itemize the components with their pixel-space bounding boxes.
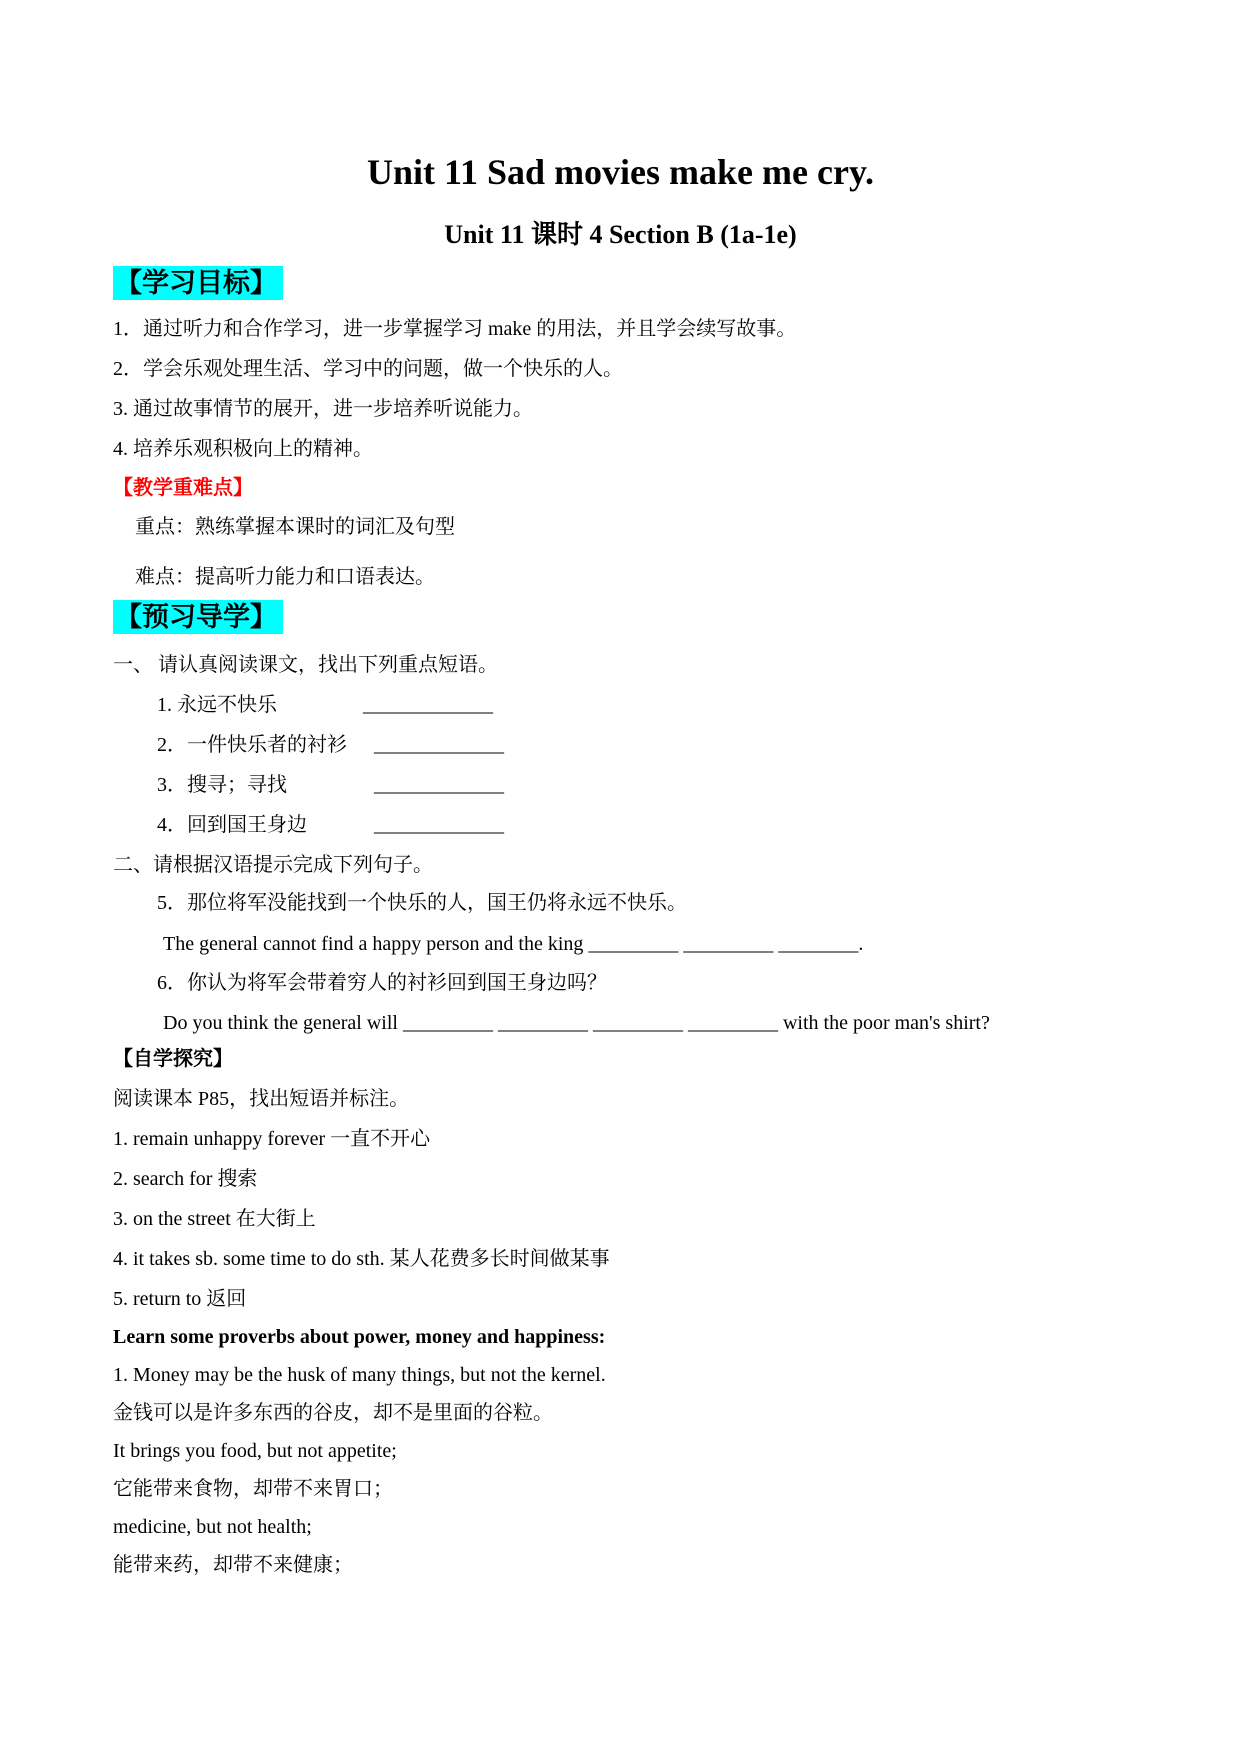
phrase-label: 4．回到国王身边 bbox=[157, 814, 307, 836]
question-6-english: Do you think the general will _________ _________ _________ _________ with the poor man's shirt? bbox=[163, 1012, 990, 1034]
phrase-blank: _____________ bbox=[363, 694, 493, 716]
self-study-instruction: 阅读课本 P85，找出短语并标注。 bbox=[113, 1088, 410, 1110]
objective-item: 4. 培养乐观积极向上的精神。 bbox=[113, 438, 373, 460]
proverb-line: 它能带来食物，却带不来胃口； bbox=[113, 1478, 393, 1500]
objective-item: 3. 通过故事情节的展开，进一步培养听说能力。 bbox=[113, 398, 533, 420]
phrase-label: 2．一件快乐者的衬衫 bbox=[157, 734, 347, 756]
question-5-chinese: 5．那位将军没能找到一个快乐的人，国王仍将永远不快乐。 bbox=[157, 892, 687, 914]
question-6-chinese: 6．你认为将军会带着穷人的衬衫回到国王身边吗？ bbox=[157, 972, 607, 994]
proverb-line: 1. Money may be the husk of many things, but not the kernel. bbox=[113, 1364, 606, 1386]
objective-item: 1．通过听力和合作学习，进一步掌握学习 make 的用法，并且学会续写故事。 bbox=[113, 318, 797, 340]
self-study-item: 4. it takes sb. some time to do sth. 某人花费多长时间做某事 bbox=[113, 1248, 610, 1270]
key-points-heading: 【教学重难点】 bbox=[113, 477, 253, 499]
self-study-heading: 【自学探究】 bbox=[113, 1048, 233, 1070]
document-title: Unit 11 Sad movies make me cry. bbox=[367, 152, 874, 192]
proverbs-heading: Learn some proverbs about power, money and happiness: bbox=[113, 1326, 606, 1348]
phrase-label: 3．搜寻；寻找 bbox=[157, 774, 287, 796]
key-point-difficulty: 难点：提高听力能力和口语表达。 bbox=[135, 566, 435, 588]
document-subtitle: Unit 11 课时 4 Section B (1a-1e) bbox=[444, 220, 797, 249]
preview-heading: 【预习导学】 bbox=[113, 600, 283, 634]
proverb-line: 金钱可以是许多东西的谷皮，却不是里面的谷粒。 bbox=[113, 1402, 553, 1424]
phrase-blank: _____________ bbox=[374, 814, 504, 836]
self-study-item: 5. return to 返回 bbox=[113, 1288, 247, 1310]
self-study-item: 3. on the street 在大街上 bbox=[113, 1208, 316, 1230]
preview-part2-instruction: 二、请根据汉语提示完成下列句子。 bbox=[113, 854, 433, 876]
phrase-blank: _____________ bbox=[374, 734, 504, 756]
phrase-label: 1. 永远不快乐 bbox=[157, 694, 277, 716]
proverb-line: It brings you food, but not appetite; bbox=[113, 1440, 397, 1462]
question-5-english: The general cannot find a happy person and the king _________ _________ ________. bbox=[163, 933, 864, 955]
key-point-focus: 重点：熟练掌握本课时的词汇及句型 bbox=[135, 516, 455, 538]
self-study-item: 1. remain unhappy forever 一直不开心 bbox=[113, 1128, 431, 1150]
proverb-line: medicine, but not health; bbox=[113, 1516, 312, 1538]
objectives-heading: 【学习目标】 bbox=[113, 266, 283, 300]
preview-part1-instruction: 一、 请认真阅读课文，找出下列重点短语。 bbox=[113, 654, 498, 676]
proverb-line: 能带来药，却带不来健康； bbox=[113, 1554, 353, 1576]
self-study-item: 2. search for 搜索 bbox=[113, 1168, 258, 1190]
phrase-blank: _____________ bbox=[374, 774, 504, 796]
objective-item: 2．学会乐观处理生活、学习中的问题，做一个快乐的人。 bbox=[113, 358, 623, 380]
